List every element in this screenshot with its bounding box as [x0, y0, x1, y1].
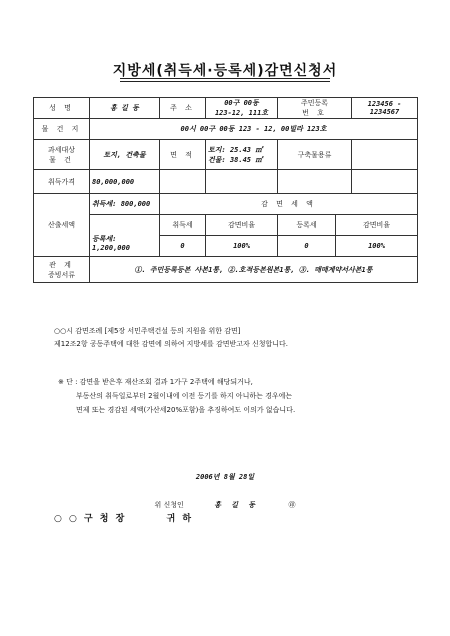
applicant-signature-line — [0, 500, 450, 511]
reduction-value: 100% — [206, 236, 278, 257]
ordinance-title: ○○시 감면조례 [제5장 서민주택건설 등의 지원을 위한 감면] — [54, 327, 241, 335]
taxable-label-line-1: 과세대상 — [47, 145, 76, 154]
recipient-office — [54, 514, 193, 525]
row-property-location — [34, 119, 418, 140]
address-line-1: 00구 00동 — [224, 99, 259, 107]
evidence-value: ①. 주민등록등본 사본1통, ②.호적등본원본1통, ③. 매매계약서사본1통 — [90, 257, 418, 283]
rrn-label — [278, 98, 352, 119]
name-value: 홍 길 동 — [90, 98, 160, 119]
col-header: 감면비율 — [336, 215, 418, 236]
row-evidence — [34, 257, 418, 283]
blank-cell — [206, 170, 278, 194]
col-header: 감면비율 — [206, 215, 278, 236]
ordinance-body: 제12조2항 공동주택에 대한 감면에 의하여 지방세를 감면받고자 신청합니다. — [54, 340, 289, 348]
area-line-1: 토지: 25.43 ㎡ — [208, 145, 263, 154]
col-header: 등록세 — [278, 215, 336, 236]
structure-label: 구축물용류 — [278, 140, 352, 170]
office-name: ○ ○ 구 청 장 — [54, 514, 127, 524]
taxable-kind-value: 토지, 건축물 — [90, 140, 160, 170]
blank-cell — [278, 170, 352, 194]
property-location-label: 물 건 지 — [34, 119, 90, 140]
property-location-value: 00시 00구 00동 123 - 12, 00빌라 123호 — [90, 119, 418, 140]
row-computed-tax-2 — [34, 215, 418, 236]
area-label: 면 적 — [160, 140, 206, 170]
applicant-label: 위 신청인 — [154, 501, 184, 509]
office-suffix: 귀 하 — [166, 514, 194, 524]
form-title: 지방세(취득세·등록세)감면신청서 — [112, 63, 338, 79]
area-value — [206, 140, 278, 170]
title-underline-2 — [120, 81, 330, 82]
reduction-header: 감 면 세 액 — [160, 194, 418, 215]
rrn-line-1: 123456 - — [367, 100, 402, 108]
evidence-label — [34, 257, 90, 283]
rrn-value — [352, 98, 418, 119]
note-line-1: ※ 단 : 감면을 받은후 재산조회 결과 1가구 2주택에 해당되거나, — [58, 378, 253, 386]
rrn-label-line-1: 주민등록 — [300, 99, 329, 107]
rrn-label-line-2: 번 호 — [302, 109, 327, 117]
row-taxable-object — [34, 140, 418, 170]
evidence-label-line-2: 증빙서류 — [47, 270, 76, 279]
area-line-2: 건물: 38.45 ㎡ — [208, 155, 263, 164]
application-date: 2006년 8월 28일 — [195, 473, 255, 481]
reduction-value: 0 — [278, 236, 336, 257]
blank-cell — [352, 170, 418, 194]
taxable-label-line-2: 물 건 — [49, 155, 74, 164]
name-label: 성 명 — [34, 98, 90, 119]
blank-cell — [160, 170, 206, 194]
computed-tax-label: 산출세액 — [34, 194, 90, 257]
acquisition-price-label: 취득가격 — [34, 170, 90, 194]
registration-tax-computed: 등록세: 1,200,000 — [90, 215, 160, 257]
acquisition-price-value: 80,000,000 — [90, 170, 160, 194]
title-underline — [120, 78, 330, 79]
evidence-label-line-1: 관 계 — [49, 260, 74, 269]
col-header: 취득세 — [160, 215, 206, 236]
reduction-value: 100% — [336, 236, 418, 257]
address-value — [206, 98, 278, 119]
structure-value — [352, 140, 418, 170]
row-acquisition-price — [34, 170, 418, 194]
acquisition-tax-computed: 취득세: 800,000 — [90, 194, 160, 215]
address-line-2: 123-12, 111호 — [214, 109, 269, 117]
seal-icon: ㊞ — [288, 501, 296, 509]
note-line-2: 부동산의 취득일로부터 2월이내에 이전 등기를 하지 아니하는 경우에는 — [76, 392, 293, 400]
row-computed-tax-1 — [34, 194, 418, 215]
rrn-line-2: 1234567 — [369, 108, 400, 116]
note-line-3: 면제 또는 경감된 세액(가산세20%포함)을 추징하여도 이의가 없습니다. — [76, 406, 296, 414]
applicant-name: 홍 길 동 — [214, 501, 258, 509]
row-applicant — [34, 98, 418, 119]
address-label: 주 소 — [160, 98, 206, 119]
reduction-value: 0 — [160, 236, 206, 257]
application-form-table — [33, 97, 418, 283]
taxable-object-label — [34, 140, 90, 170]
